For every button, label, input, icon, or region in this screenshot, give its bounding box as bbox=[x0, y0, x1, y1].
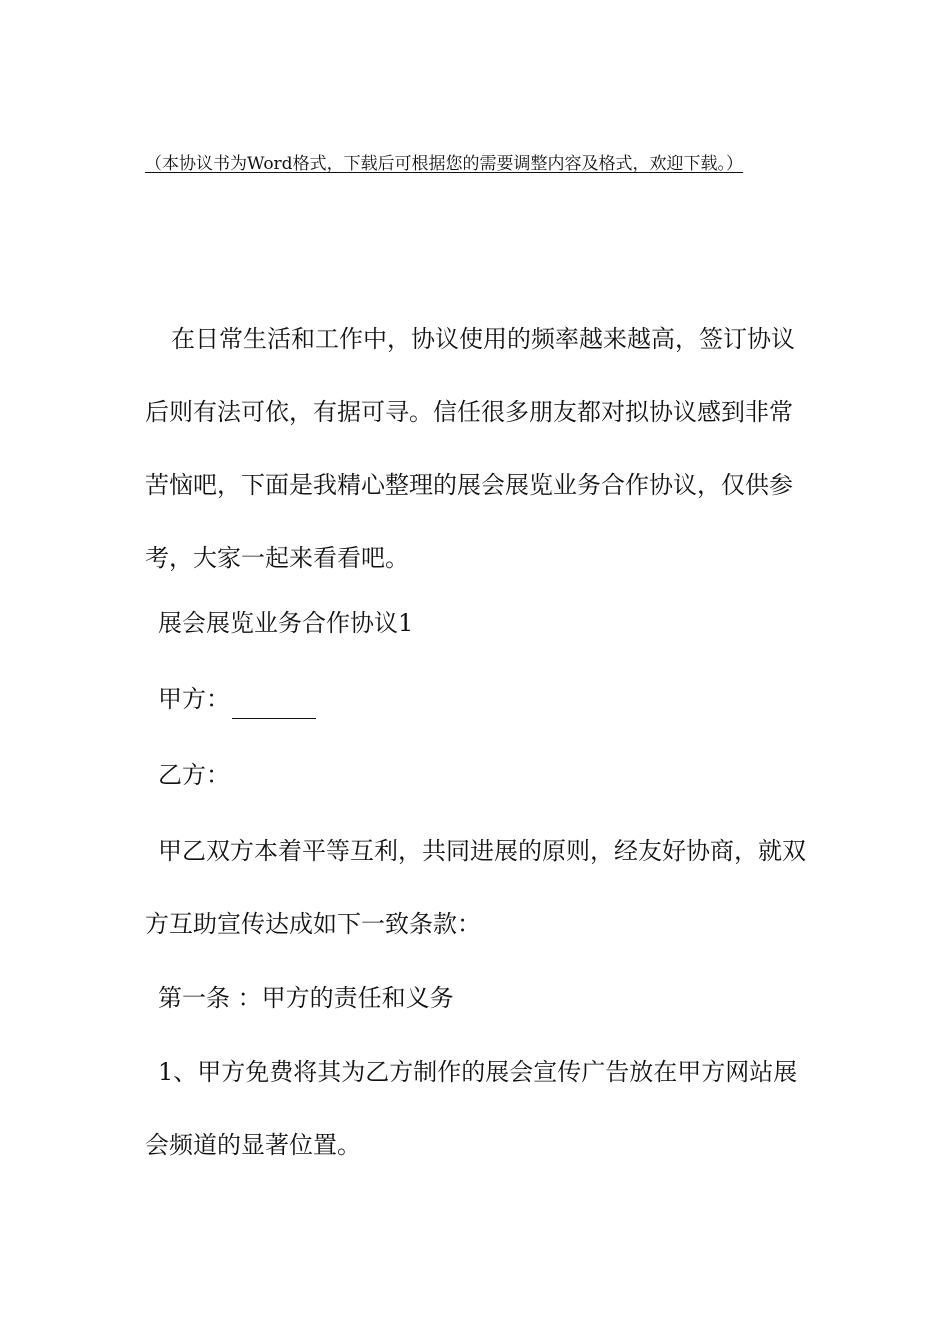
intro-paragraph: 在日常生活和工作中，协议使用的频率越来越高，签订协议后则有法可依，有据可寻。信任很多朋友都对拟协议感到非常苦恼吧，下面是我精心整理的展会展览业务合作协议，仅供参考，大家一起来看看吧。 bbox=[145, 325, 795, 572]
format-note: （本协议书为Word格式，下载后可根据您的需要调整内容及格式，欢迎下载。） bbox=[145, 154, 744, 174]
article1-heading: 第一条 ：甲方的责任和义务 bbox=[158, 984, 454, 1012]
party-a-label: 甲方： bbox=[158, 685, 230, 713]
party-b-label: 乙方： bbox=[158, 761, 230, 789]
article1-item1: 1、甲方免费将其为乙方制作的展会宣传广告放在甲方网站展会频道的显著位置。 bbox=[145, 1058, 798, 1159]
party-a-line bbox=[158, 679, 316, 719]
preamble-paragraph: 甲乙双方本着平等互利，共同进展的原则，经友好协商，就双方互助宣传达成如下一致条款： bbox=[145, 837, 806, 938]
party-a-blank bbox=[232, 690, 316, 719]
agreement-title: 展会展览业务合作协议1 bbox=[158, 609, 414, 637]
